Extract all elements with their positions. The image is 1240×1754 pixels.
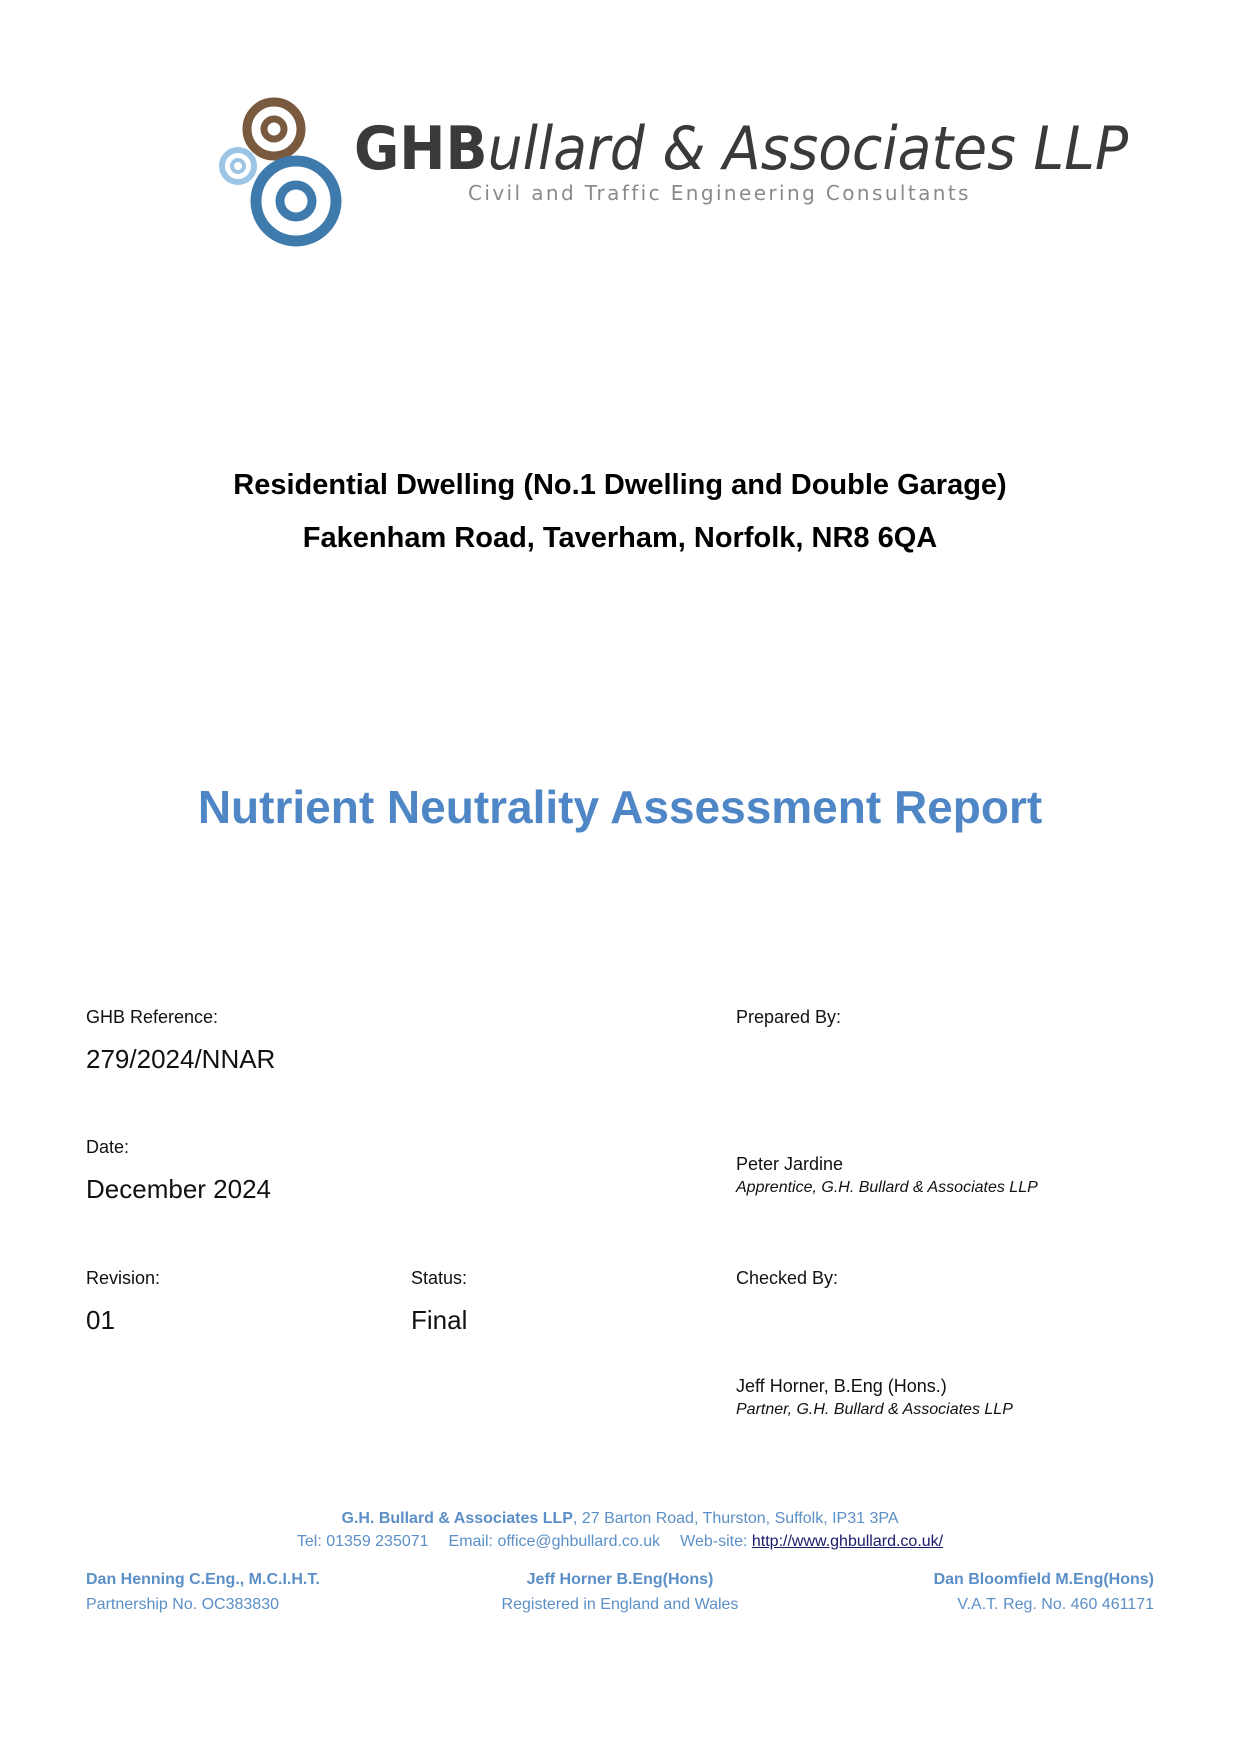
logo-tagline: Civil and Traffic Engineering Consultants xyxy=(468,181,971,205)
status-label: Status: xyxy=(411,1268,468,1288)
logo-name-bold: GHB xyxy=(354,114,488,184)
footer-registered: Registered in England and Wales xyxy=(501,1596,739,1613)
footer-partnership-number: Partnership No. OC383830 xyxy=(86,1596,279,1613)
revision-label: Revision: xyxy=(86,1268,161,1288)
checked-by-label: Checked By: xyxy=(736,1268,839,1288)
reference-label: GHB Reference: xyxy=(86,1007,219,1027)
partner-center-name: Jeff Horner B.Eng(Hons) xyxy=(526,1571,714,1588)
checked-by-name: Jeff Horner, B.Eng (Hons.) xyxy=(736,1376,947,1396)
footer-email[interactable]: Email: office@ghbullard.co.uk xyxy=(448,1533,661,1550)
footer-vat-number: V.A.T. Reg. No. 460 461171 xyxy=(957,1596,1154,1613)
partner-right-name: Dan Bloomfield M.Eng(Hons) xyxy=(933,1571,1154,1588)
reference-value: 279/2024/NNAR xyxy=(86,1044,276,1074)
report-title: Nutrient Neutrality Assessment Report xyxy=(197,781,1043,833)
footer-website-label: Web-site: xyxy=(680,1533,752,1550)
prepared-by-role: Apprentice, G.H. Bullard & Associates LLP xyxy=(736,1179,1038,1196)
footer-website-link[interactable]: http://www.ghbullard.co.uk/ xyxy=(751,1533,944,1550)
footer-company-name: G.H. Bullard & Associates LLP xyxy=(341,1510,573,1527)
logo-rings-icon xyxy=(216,94,346,254)
footer-contact-line xyxy=(0,1533,1240,1551)
footer-partner-right xyxy=(934,1571,1154,1589)
prepared-by-label: Prepared By: xyxy=(736,1007,842,1027)
footer-tel: Tel: 01359 235071 xyxy=(296,1533,429,1550)
prepared-by-name: Peter Jardine xyxy=(736,1154,844,1174)
project-title-line-1: Residential Dwelling (No.1 Dwelling and Double Garage) xyxy=(233,469,1007,501)
partner-left-name: Dan Henning C.Eng., M.C.I.H.T. xyxy=(86,1571,320,1588)
status-value: Final xyxy=(411,1305,468,1335)
footer-address: , 27 Barton Road, Thurston, Suffolk, IP31 3PA xyxy=(572,1510,899,1527)
logo-name-rest: ullard & Associates LLP xyxy=(487,114,1129,184)
date-value: December 2024 xyxy=(86,1174,271,1204)
footer-address-line xyxy=(0,1510,1240,1528)
checked-by-role: Partner, G.H. Bullard & Associates LLP xyxy=(736,1401,1013,1418)
project-title-line-2: Fakenham Road, Taverham, Norfolk, NR8 6QA xyxy=(302,522,938,554)
logo-company-name xyxy=(354,114,1128,184)
date-label: Date: xyxy=(86,1137,130,1157)
revision-value: 01 xyxy=(86,1305,115,1335)
